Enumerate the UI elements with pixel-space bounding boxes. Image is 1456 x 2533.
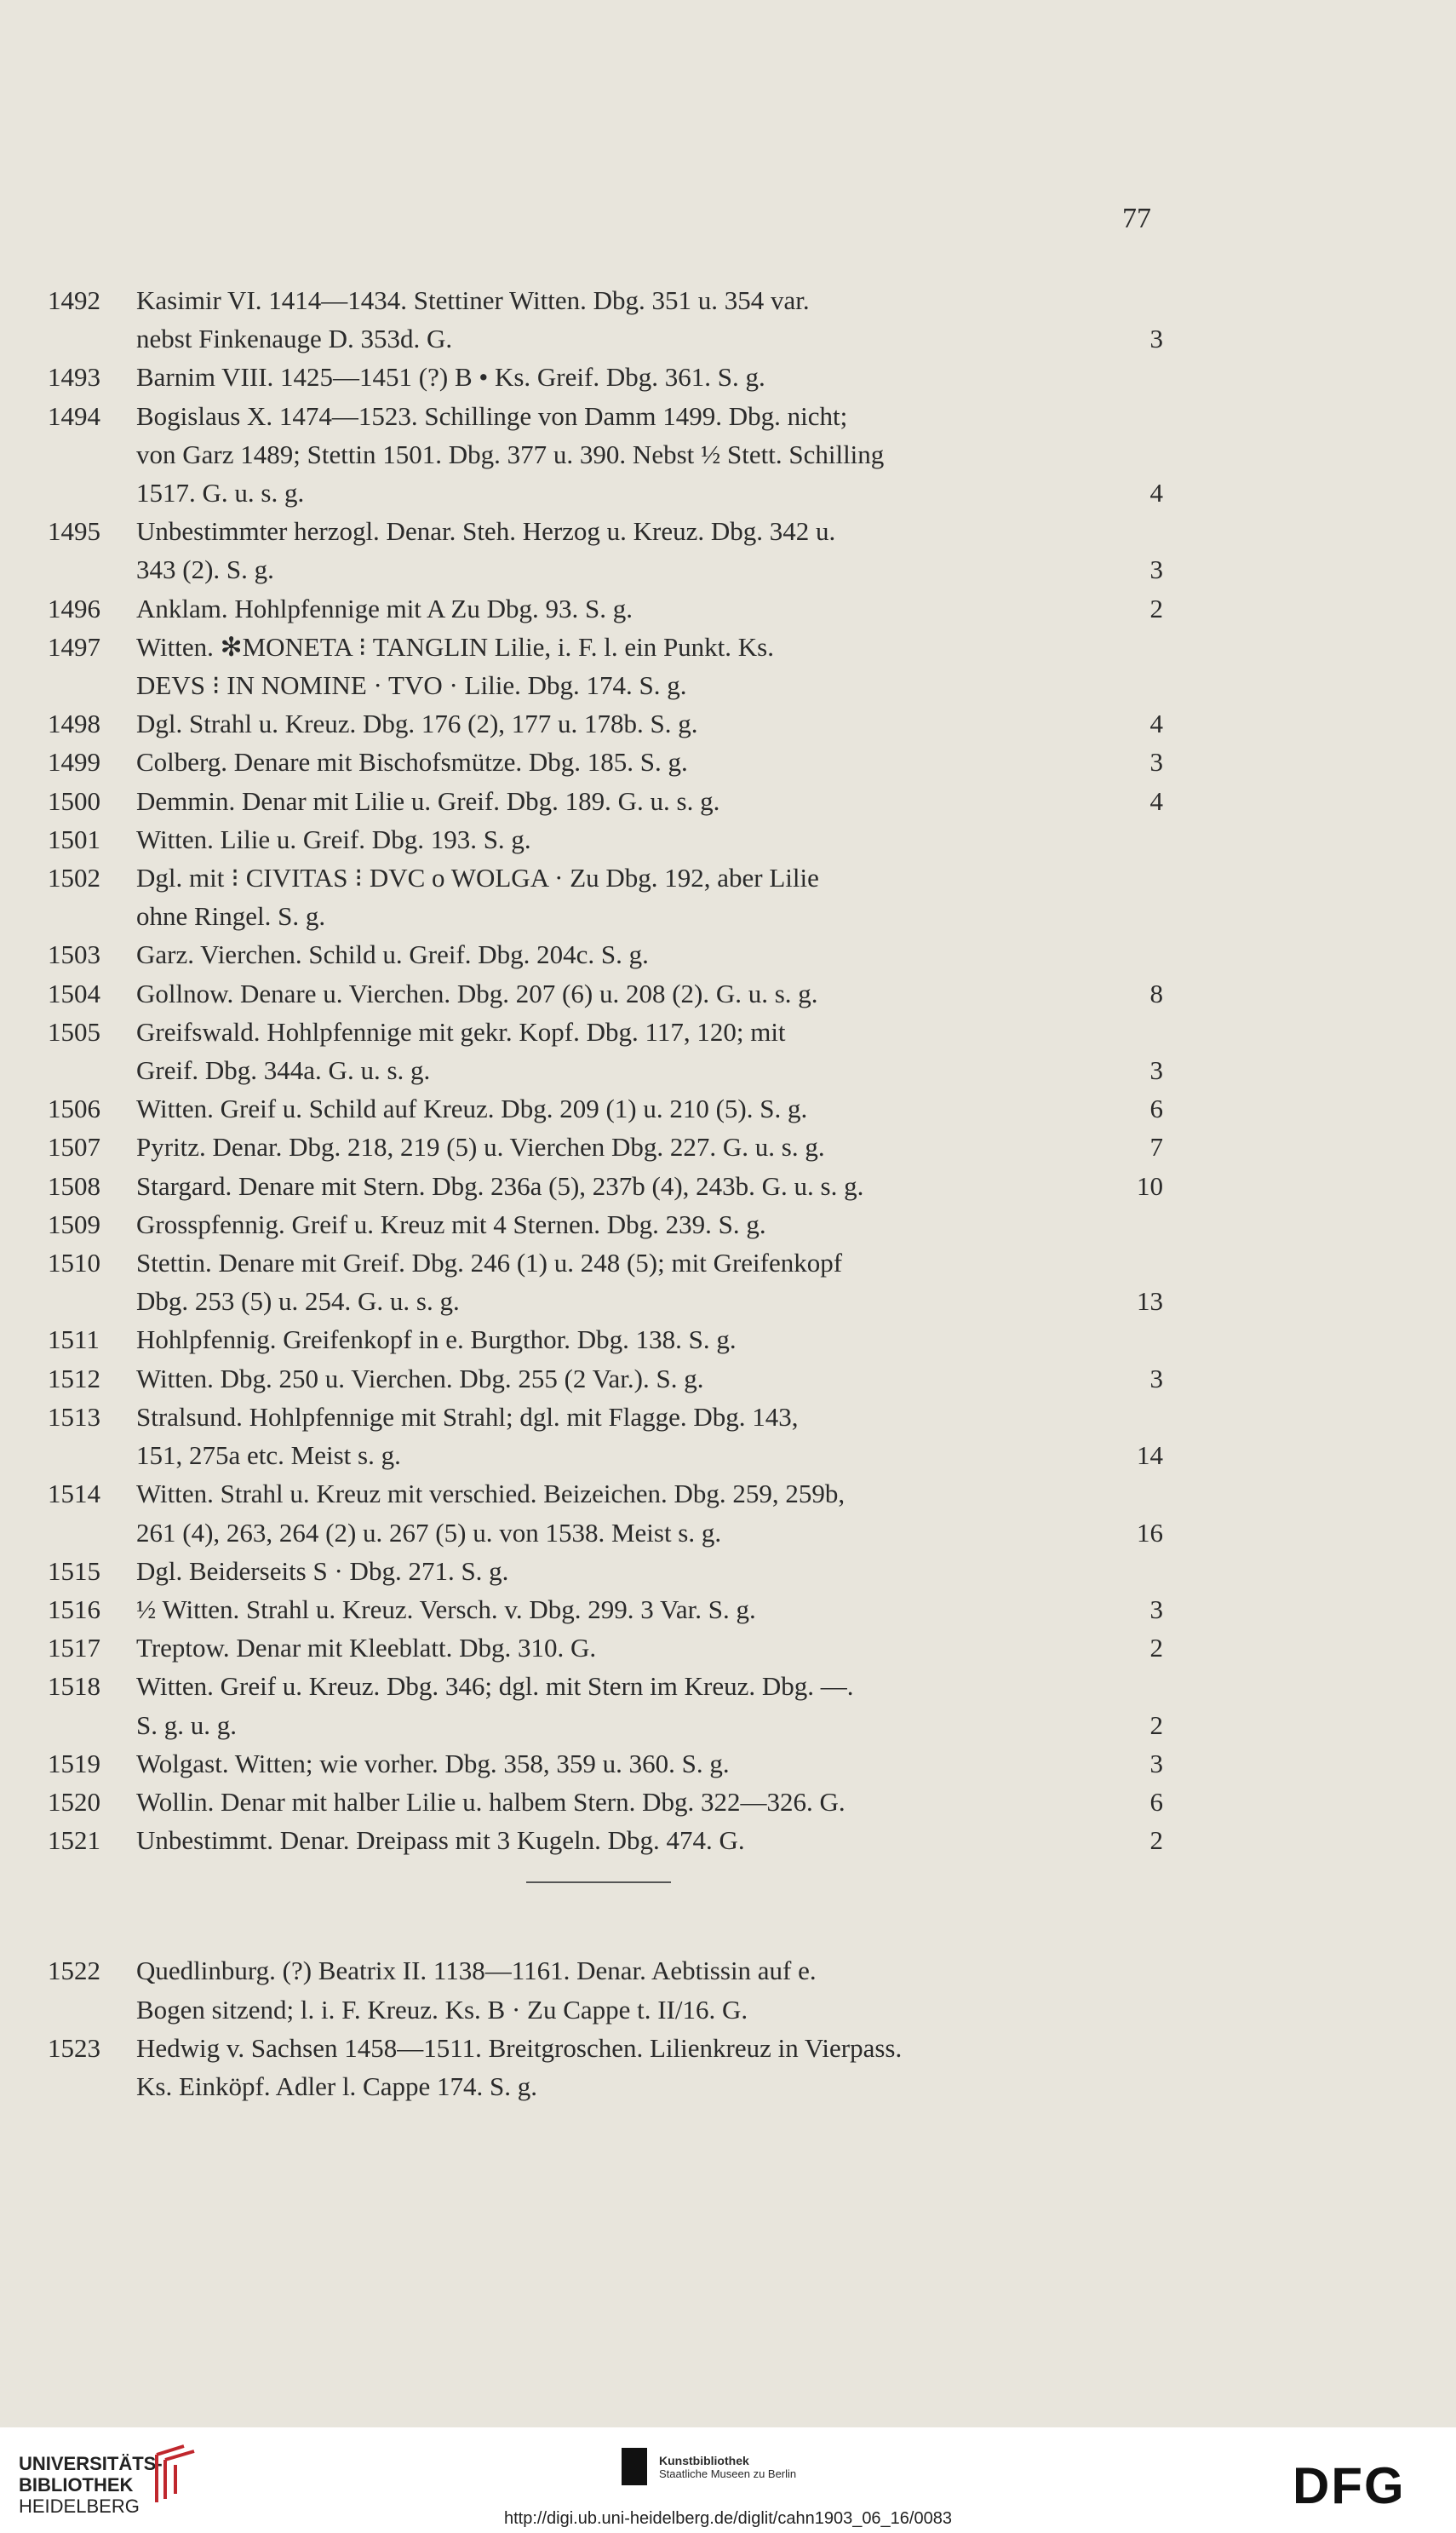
entry-value: 3 [1149, 1748, 1163, 1778]
entry-text: Greif. Dbg. 344a. G. u. s. g. [136, 1055, 431, 1086]
entry-text: Witten. Greif u. Kreuz. Dbg. 346; dgl. mit Stern im Kreuz. Dbg. —. [136, 1671, 854, 1702]
entry-number: 1512 [48, 1363, 100, 1393]
entry-text: Barnim VIII. 1425—1451 (?) B • Ks. Greif. Dbg. 361. S. g. [136, 362, 765, 393]
entry-number: 1518 [48, 1671, 100, 1702]
entry-value [1155, 1667, 1163, 1705]
entry-value [1155, 820, 1163, 859]
entry-number: 1510 [48, 1248, 100, 1278]
entry-value [1155, 935, 1163, 974]
entry-text: 1517. G. u. s. g. [136, 478, 305, 508]
entry-value: 6 [1149, 1094, 1163, 1124]
entry-line [136, 435, 1163, 474]
entry-text: Dbg. 253 (5) u. 254. G. u. s. g. [136, 1286, 460, 1317]
entry-value: 4 [1149, 785, 1163, 816]
entry-value: 3 [1149, 324, 1163, 354]
entry-number: 1517 [48, 1633, 100, 1663]
entry-line [136, 1513, 1163, 1552]
entry-value [1155, 1552, 1163, 1590]
entry-text: Bogen sitzend; l. i. F. Kreuz. Ks. B · Zu Cappe t. II/16. G. [136, 1994, 748, 2025]
entry-text: 343 (2). S. g. [136, 554, 274, 585]
entry-text: Wollin. Denar mit halber Lilie u. halbem Stern. Dbg. 322—326. G. [136, 1786, 846, 1817]
entry-line [136, 319, 1163, 358]
entry-number: 1523 [48, 2032, 100, 2063]
permalink-url[interactable]: http://digi.ub.uni-heidelberg.de/diglit/cahn1903_06_16/0083 [504, 2509, 952, 2528]
entry-number: 1520 [48, 1786, 100, 1817]
entry-value [1155, 1013, 1163, 1051]
entry-number: 1505 [48, 1016, 100, 1047]
entry-line [136, 666, 1163, 704]
entry-value: 2 [1149, 1709, 1163, 1740]
entry-number: 1519 [48, 1748, 100, 1778]
entry-number: 1493 [48, 362, 100, 393]
entry-text: Dgl. Strahl u. Kreuz. Dbg. 176 (2), 177 u. 178b. S. g. [136, 709, 698, 739]
entry-text: Treptow. Denar mit Kleeblatt. Dbg. 310. G. [136, 1633, 597, 1663]
entry-text: ohne Ringel. S. g. [136, 901, 326, 932]
entry-text: Hedwig v. Sachsen 1458—1511. Breitgroschen. Lilienkreuz in Vierpass. [136, 2032, 903, 2063]
kunstbibliothek-mark-icon [622, 2448, 647, 2485]
entry-text: 151, 275a etc. Meist s. g. [136, 1440, 401, 1471]
catalog-entry [48, 1013, 1163, 1089]
entry-value [1155, 358, 1163, 396]
entry-value: 3 [1149, 1363, 1163, 1393]
entry-number: 1514 [48, 1479, 100, 1509]
entry-number: 1499 [48, 747, 100, 778]
catalog-entry [48, 281, 1163, 358]
catalog-entry [48, 1821, 1163, 1859]
entry-number: 1521 [48, 1825, 100, 1856]
entry-number: 1502 [48, 863, 100, 893]
entry-text: Witten. Lilie u. Greif. Dbg. 193. S. g. [136, 824, 531, 854]
entry-line [136, 1951, 1163, 1990]
entry-text: Quedlinburg. (?) Beatrix II. 1138—1161. Denar. Aebtissin auf e. [136, 1956, 817, 1986]
entry-number: 1495 [48, 516, 100, 547]
catalog-entry [48, 1628, 1163, 1667]
entry-line [136, 1089, 1163, 1128]
entry-text: Stralsund. Hohlpfennige mit Strahl; dgl. mit Flagge. Dbg. 143, [136, 1401, 799, 1432]
ub-logo-line3: HEIDELBERG [19, 2496, 140, 2517]
catalog-entry [48, 1552, 1163, 1590]
entry-value: 10 [1137, 1170, 1163, 1201]
catalog-entry [48, 1320, 1163, 1358]
entry-text: Wolgast. Witten; wie vorher. Dbg. 358, 359 u. 360. S. g. [136, 1748, 730, 1778]
entry-value [1155, 397, 1163, 435]
kb-line2: Staatliche Museen zu Berlin [659, 2467, 797, 2480]
entry-text: Dgl. mit ⁝ CIVITAS ⁝ DVC o WOLGA · Zu Dbg. 192, aber Lilie [136, 863, 819, 893]
entry-number: 1504 [48, 978, 100, 1008]
entry-text: Stargard. Denare mit Stern. Dbg. 236a (5), 237b (4), 243b. G. u. s. g. [136, 1170, 864, 1201]
entry-line [136, 1628, 1163, 1667]
entry-number: 1503 [48, 939, 100, 970]
entry-list-pomerania [48, 281, 1163, 1859]
catalog-entry [48, 1744, 1163, 1783]
entry-line [136, 2067, 1163, 2105]
entry-number: 1498 [48, 709, 100, 739]
catalog-entry [48, 1590, 1163, 1628]
entry-line [136, 1013, 1163, 1051]
entry-number: 1506 [48, 1094, 100, 1124]
page-number: 77 [1122, 203, 1151, 234]
entry-line [136, 1359, 1163, 1398]
entry-value: 2 [1149, 593, 1163, 623]
entry-value: 13 [1137, 1286, 1163, 1317]
entry-value [1155, 628, 1163, 666]
entry-number: 1497 [48, 631, 100, 662]
entry-line [136, 782, 1163, 820]
entry-text: Hohlpfennig. Greifenkopf in e. Burgthor. Dbg. 138. S. g. [136, 1324, 737, 1355]
entry-text: Gollnow. Denare u. Vierchen. Dbg. 207 (6) u. 208 (2). G. u. s. g. [136, 978, 818, 1008]
catalog-entry [48, 358, 1163, 396]
entry-text: Colberg. Denare mit Bischofsmütze. Dbg. 185. S. g. [136, 747, 688, 778]
entry-number: 1511 [48, 1324, 100, 1355]
entry-line [136, 1667, 1163, 1705]
catalog-entry [48, 859, 1163, 935]
catalog-entry [48, 935, 1163, 974]
entry-line [136, 1590, 1163, 1628]
footer-bar [0, 2427, 1456, 2533]
entry-text: Bogislaus X. 1474—1523. Schillinge von Damm 1499. Dbg. nicht; [136, 400, 848, 431]
catalog-entry [48, 704, 1163, 743]
entry-text: Unbestimmter herzogl. Denar. Steh. Herzog u. Kreuz. Dbg. 342 u. [136, 516, 836, 547]
entry-number: 1508 [48, 1170, 100, 1201]
entry-line [136, 1783, 1163, 1821]
entry-line [136, 628, 1163, 666]
entry-value: 7 [1149, 1132, 1163, 1163]
entry-value: 2 [1149, 1633, 1163, 1663]
catalog-entry [48, 397, 1163, 513]
entry-value [1155, 512, 1163, 550]
entry-line [136, 1205, 1163, 1244]
entry-value: 4 [1149, 709, 1163, 739]
catalog-entry [48, 1244, 1163, 1320]
entry-text: Unbestimmt. Denar. Dreipass mit 3 Kugeln. Dbg. 474. G. [136, 1825, 745, 1856]
entry-text: Pyritz. Denar. Dbg. 218, 219 (5) u. Vierchen Dbg. 227. G. u. s. g. [136, 1132, 825, 1163]
entry-value [1155, 1951, 1163, 1990]
kunstbibliothek-logo[interactable] [622, 2448, 796, 2485]
entry-line [136, 1244, 1163, 1282]
entry-text: Witten. Strahl u. Kreuz mit verschied. Beizeichen. Dbg. 259, 259b, [136, 1479, 846, 1509]
entry-number: 1507 [48, 1132, 100, 1163]
catalog-entry [48, 628, 1163, 704]
entry-line [136, 474, 1163, 512]
entry-number: 1509 [48, 1209, 100, 1239]
entry-value [1155, 666, 1163, 704]
ub-logo-mark-icon [150, 2443, 201, 2507]
entry-line [136, 1744, 1163, 1783]
entry-line [136, 281, 1163, 319]
entry-value [1155, 859, 1163, 897]
entry-value [1155, 1244, 1163, 1282]
entry-number: 1496 [48, 593, 100, 623]
entry-text: Grosspfennig. Greif u. Kreuz mit 4 Sternen. Dbg. 239. S. g. [136, 1209, 766, 1239]
entry-line [136, 1552, 1163, 1590]
entry-line [136, 1051, 1163, 1089]
entry-line [136, 397, 1163, 435]
entry-text: Garz. Vierchen. Schild u. Greif. Dbg. 204c. S. g. [136, 939, 649, 970]
entry-line [136, 1167, 1163, 1205]
entry-text: S. g. u. g. [136, 1709, 237, 1740]
entry-line [136, 1436, 1163, 1474]
entry-value [1155, 281, 1163, 319]
catalog-entry [48, 1474, 1163, 1551]
entry-number: 1492 [48, 285, 100, 315]
entry-value: 3 [1149, 747, 1163, 778]
entry-line [136, 1706, 1163, 1744]
catalog-entry [48, 589, 1163, 628]
entry-text: Kasimir VI. 1414—1434. Stettiner Witten. Dbg. 351 u. 354 var. [136, 285, 810, 315]
entry-value: 3 [1149, 1594, 1163, 1624]
entry-line [136, 1128, 1163, 1166]
entry-value: 6 [1149, 1786, 1163, 1817]
catalog-entry [48, 782, 1163, 820]
catalog-entry [48, 1089, 1163, 1128]
entry-text: Dgl. Beiderseits S · Dbg. 271. S. g. [136, 1555, 509, 1586]
entry-value: 3 [1149, 1055, 1163, 1086]
entry-text: Stettin. Denare mit Greif. Dbg. 246 (1) u. 248 (5); mit Greifenkopf [136, 1248, 843, 1278]
entry-text: Ks. Einköpf. Adler l. Cappe 174. S. g. [136, 2071, 537, 2101]
entry-line [136, 1398, 1163, 1436]
catalog-entry [48, 1128, 1163, 1166]
entry-line [136, 2029, 1163, 2067]
entry-text: Witten. Greif u. Schild auf Kreuz. Dbg. 209 (1) u. 210 (5). S. g. [136, 1094, 808, 1124]
ub-logo-line2: BIBLIOTHEK [19, 2474, 134, 2496]
entry-line [136, 897, 1163, 935]
entry-line [136, 935, 1163, 974]
entry-number: 1513 [48, 1401, 100, 1432]
entry-value [1155, 2067, 1163, 2105]
entry-text: von Garz 1489; Stettin 1501. Dbg. 377 u. 390. Nebst ½ Stett. Schilling [136, 439, 885, 469]
catalog-entries [48, 281, 1163, 2105]
entry-list-quedlinburg [48, 1951, 1163, 2105]
entry-line [136, 743, 1163, 781]
entry-text: Greifswald. Hohlpfennige mit gekr. Kopf. Dbg. 117, 120; mit [136, 1016, 786, 1047]
kb-line1: Kunstbibliothek [659, 2453, 749, 2467]
catalog-entry [48, 1167, 1163, 1205]
catalog-entry [48, 1951, 1163, 2028]
entry-text: 261 (4), 263, 264 (2) u. 267 (5) u. von 1538. Meist s. g. [136, 1517, 722, 1548]
entry-line [136, 1320, 1163, 1358]
entry-value: 3 [1149, 554, 1163, 585]
entry-line [136, 1821, 1163, 1859]
entry-line [136, 1282, 1163, 1320]
catalog-entry [48, 820, 1163, 859]
entry-line [136, 589, 1163, 628]
entry-number: 1515 [48, 1555, 100, 1586]
catalog-entry [48, 2029, 1163, 2105]
entry-text: Witten. Dbg. 250 u. Vierchen. Dbg. 255 (2 Var.). S. g. [136, 1363, 704, 1393]
entry-line [136, 358, 1163, 396]
entry-value: 16 [1137, 1517, 1163, 1548]
entry-value [1155, 1990, 1163, 2029]
entry-text: Witten. ✻MONETA ⁝ TANGLIN Lilie, i. F. l. ein Punkt. Ks. [136, 631, 774, 662]
entry-text: Anklam. Hohlpfennige mit A Zu Dbg. 93. S. g. [136, 593, 633, 623]
catalog-entry [48, 1205, 1163, 1244]
entry-value: 14 [1137, 1440, 1163, 1471]
entry-number: 1500 [48, 785, 100, 816]
entry-value: 8 [1149, 978, 1163, 1008]
entry-text: ½ Witten. Strahl u. Kreuz. Versch. v. Dbg. 299. 3 Var. S. g. [136, 1594, 756, 1624]
entry-value [1155, 1398, 1163, 1436]
dfg-logo[interactable]: DFG [1293, 2457, 1406, 2514]
entry-text: Demmin. Denar mit Lilie u. Greif. Dbg. 189. G. u. s. g. [136, 785, 720, 816]
ub-logo-line1: UNIVERSITÄTS- [19, 2453, 163, 2474]
entry-number: 1494 [48, 400, 100, 431]
ub-heidelberg-logo[interactable] [19, 2453, 163, 2517]
catalog-entry [48, 743, 1163, 781]
entry-line [136, 859, 1163, 897]
entry-line [136, 550, 1163, 589]
entry-line [136, 974, 1163, 1013]
catalog-entry [48, 1783, 1163, 1821]
catalog-entry [48, 1398, 1163, 1474]
catalog-entry [48, 1667, 1163, 1743]
entry-line [136, 704, 1163, 743]
entry-number: 1501 [48, 824, 100, 854]
catalog-entry [48, 974, 1163, 1013]
entry-value [1155, 1205, 1163, 1244]
catalog-entry [48, 1359, 1163, 1398]
entry-value [1155, 2029, 1163, 2067]
entry-value [1155, 1474, 1163, 1513]
entry-value: 4 [1149, 478, 1163, 508]
entry-text: DEVS ⁝ IN NOMINE · TVO · Lilie. Dbg. 174. S. g. [136, 670, 687, 701]
catalog-entry [48, 512, 1163, 589]
entry-line [136, 1474, 1163, 1513]
entry-value [1155, 435, 1163, 474]
entry-number: 1516 [48, 1594, 100, 1624]
entry-number: 1522 [48, 1956, 100, 1986]
entry-line [136, 820, 1163, 859]
entry-value [1155, 1320, 1163, 1358]
entry-line [136, 1990, 1163, 2029]
entry-text: nebst Finkenauge D. 353d. G. [136, 324, 453, 354]
entry-value: 2 [1149, 1825, 1163, 1856]
entry-line [136, 512, 1163, 550]
entry-value [1155, 897, 1163, 935]
